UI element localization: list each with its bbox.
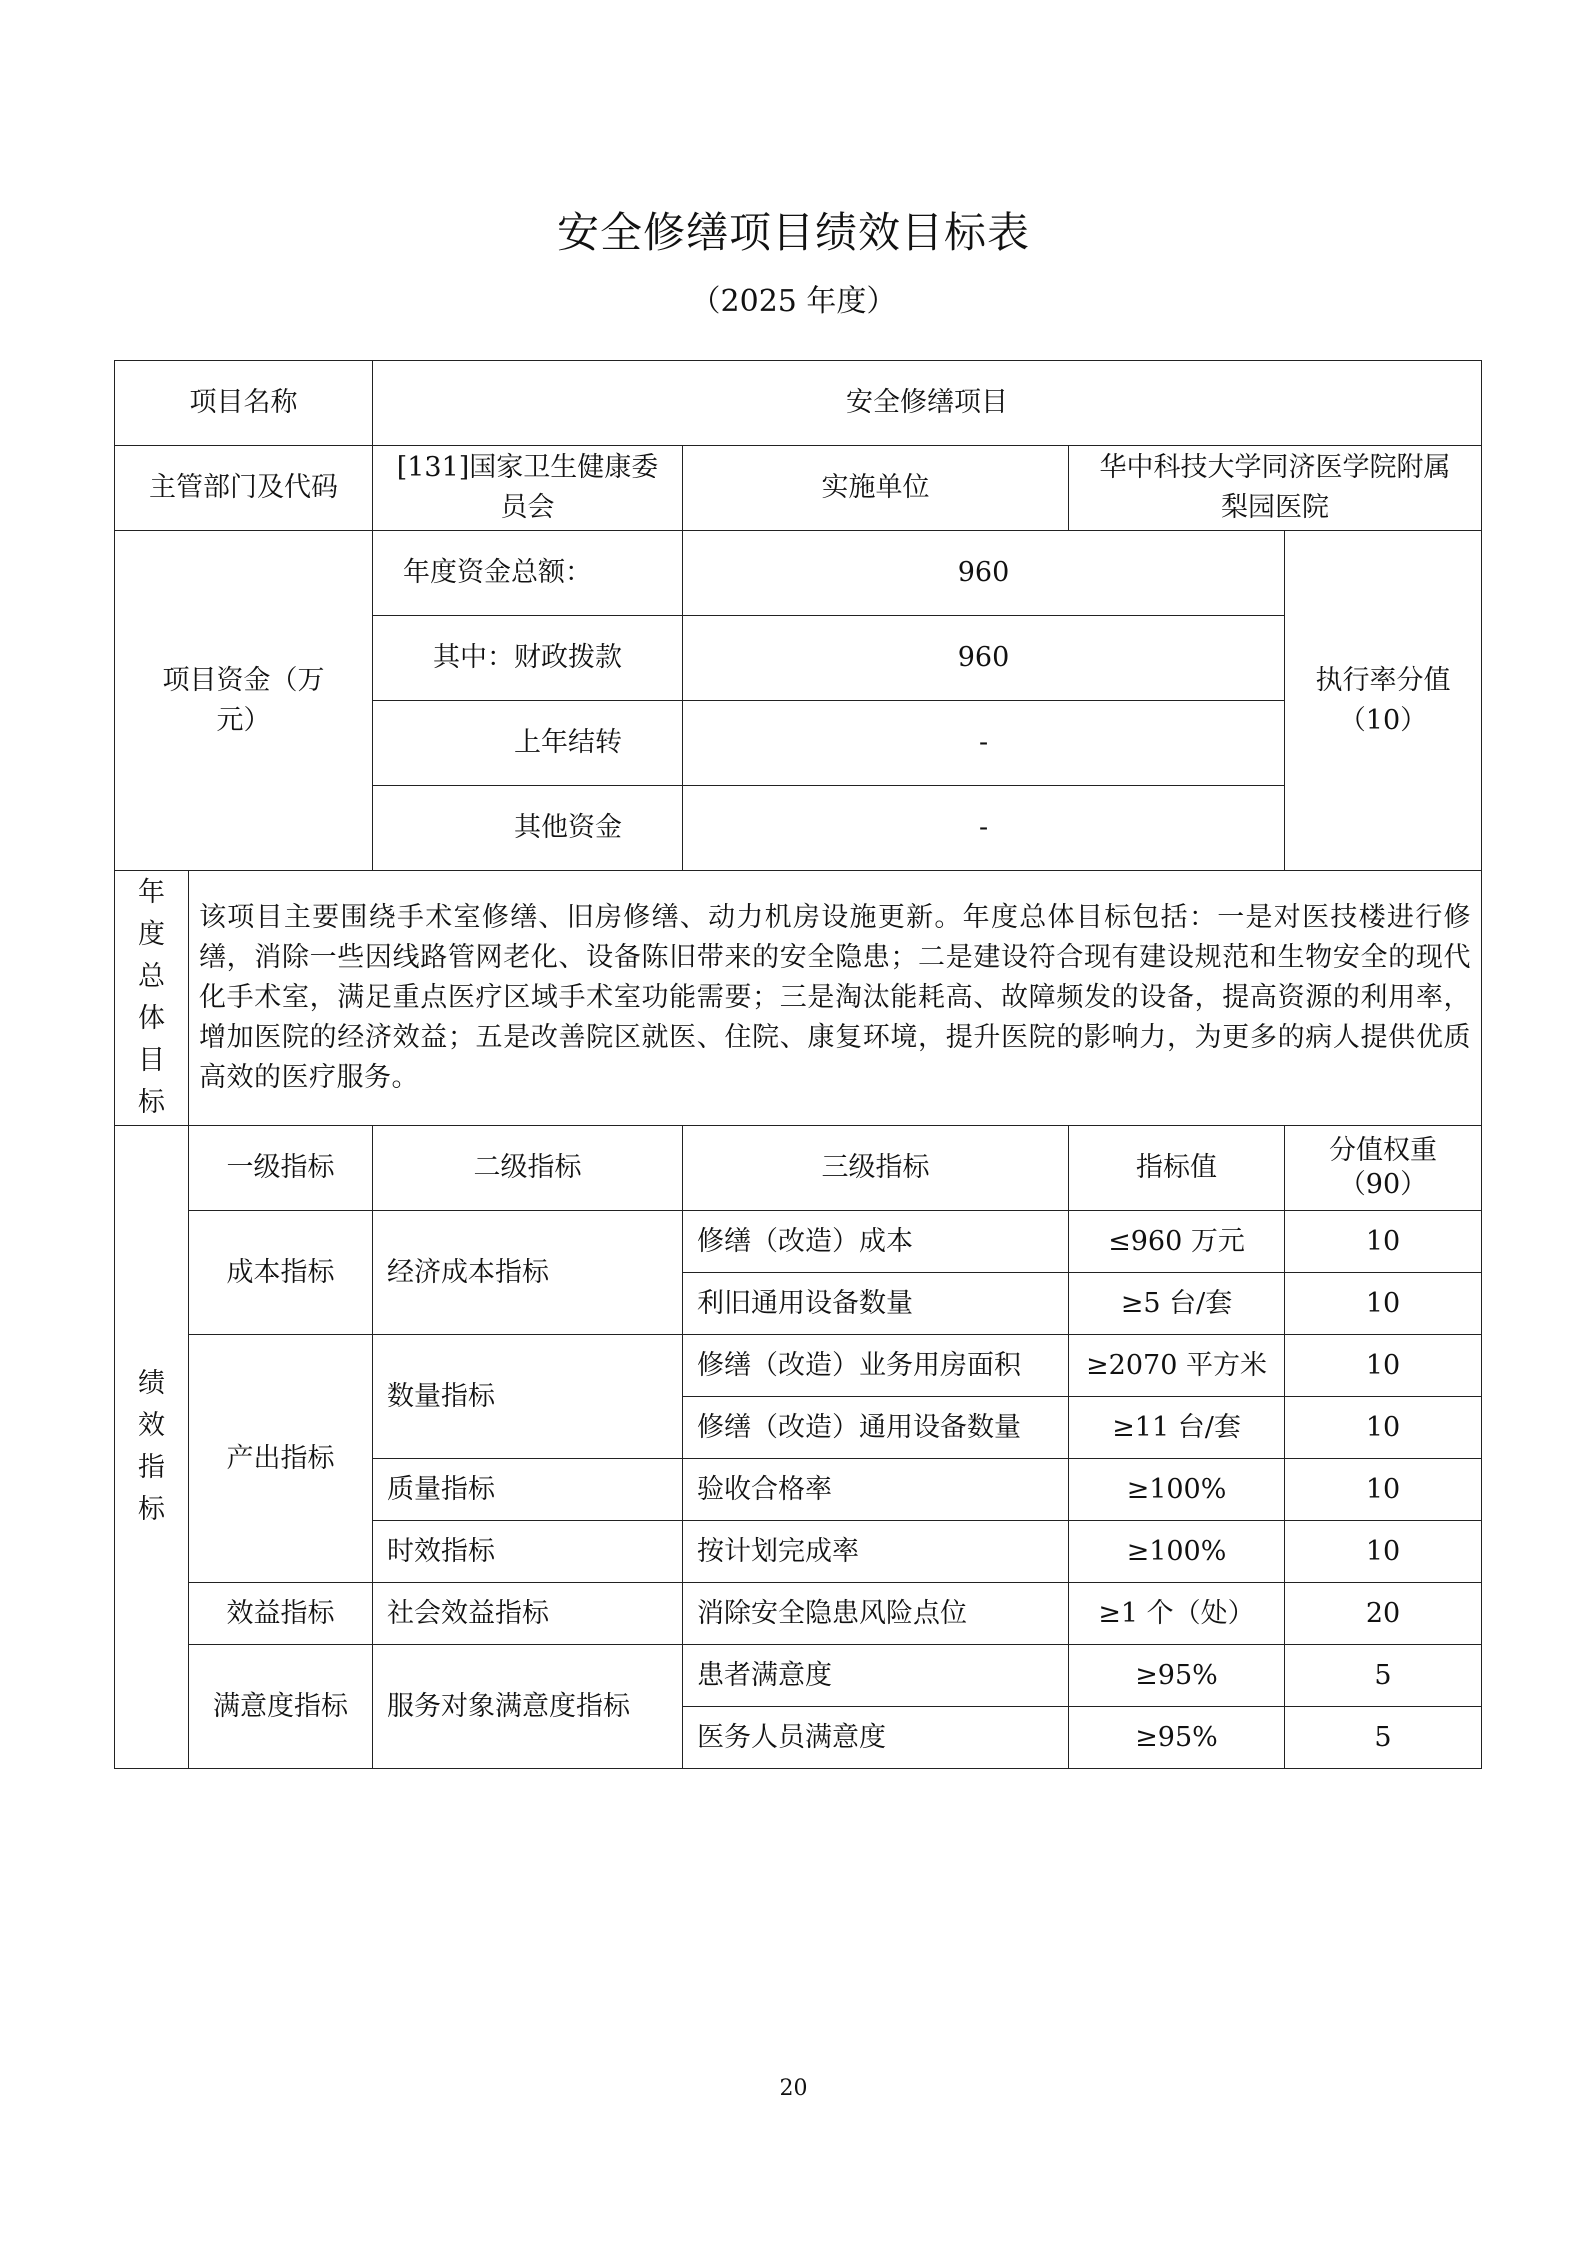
project-name-row [115,361,1482,446]
annual-goal-row [115,871,1482,1126]
header-weight: 分值权重（90） [1285,1126,1482,1211]
level3-item: 修缮（改造）成本 [683,1211,1069,1273]
funds-total-label: 年度资金总额： [373,531,683,616]
implementing-unit-label: 实施单位 [683,446,1069,531]
project-name-label: 项目名称 [115,361,373,446]
indicator-weight: 10 [1285,1211,1482,1273]
indicators-label: 绩效指标 [138,1368,165,1525]
page-subtitle: （2025 年度） [690,284,897,319]
indicator-header-row [115,1126,1482,1211]
header-level2: 二级指标 [373,1126,683,1211]
table-row [115,1335,1482,1397]
indicator-value: ≥1 个（处） [1069,1583,1285,1645]
indicator-weight: 10 [1285,1397,1482,1459]
header-level1: 一级指标 [189,1126,373,1211]
level3-item: 利旧通用设备数量 [683,1273,1069,1335]
table-row [115,1583,1482,1645]
indicator-value: ≥5 台/套 [1069,1273,1285,1335]
indicator-weight: 10 [1285,1273,1482,1335]
project-name-value: 安全修缮项目 [373,361,1482,446]
level3-item: 患者满意度 [683,1645,1069,1707]
annual-goal-label: 年度总体目标 [138,877,165,1118]
performance-goal-table [114,360,1482,1769]
page-number: 20 [779,2076,808,2101]
header-level3: 三级指标 [683,1126,1069,1211]
funds-total-value: 960 [683,531,1285,616]
funds-row [115,531,1482,616]
funds-carryover-label: 上年结转 [373,701,683,786]
level1-output: 产出指标 [189,1335,373,1583]
funds-carryover-value: - [683,701,1285,786]
page-title: 安全修缮项目绩效目标表 [556,208,1030,257]
level3-item: 医务人员满意度 [683,1707,1069,1769]
indicator-value: ≥100% [1069,1521,1285,1583]
indicator-value: ≥95% [1069,1707,1285,1769]
indicator-weight: 5 [1285,1707,1482,1769]
level3-item: 修缮（改造）通用设备数量 [683,1397,1069,1459]
department-value: [131]国家卫生健康委员会 [373,446,683,531]
level3-item: 消除安全隐患风险点位 [683,1583,1069,1645]
implementing-unit-value: 华中科技大学同济医学院附属梨园医院 [1069,446,1482,531]
level3-item: 修缮（改造）业务用房面积 [683,1335,1069,1397]
level1-benefit: 效益指标 [189,1583,373,1645]
level1-cost: 成本指标 [189,1211,373,1335]
funds-label: 项目资金（万元） [115,531,373,871]
funds-other-label: 其他资金 [373,786,683,871]
indicators-label-cell [115,1126,189,1769]
header-value: 指标值 [1069,1126,1285,1211]
indicator-weight: 10 [1285,1459,1482,1521]
indicator-value: ≥95% [1069,1645,1285,1707]
annual-goal-text: 该项目主要围绕手术室修缮、旧房修缮、动力机房设施更新。年度总体目标包括：一是对医技楼进行修缮，消除一些因线路管网老化、设备陈旧带来的安全隐患；二是建设符合现有建设规范和生物安全的现代化手术室，满足重点医疗区域手术室功能需要；三是淘汰能耗高、故障频发的设备，提高资源的利用率，增加医院的经济效益；五是改善院区就医、住院、康复环境，提升医院的影响力，为更多的病人提供优质高效的医疗服务。 [189,871,1482,1126]
funds-fiscal-value: 960 [683,616,1285,701]
level2-timeliness: 时效指标 [373,1521,683,1583]
funds-other-value: - [683,786,1285,871]
indicator-weight: 5 [1285,1645,1482,1707]
level3-item: 按计划完成率 [683,1521,1069,1583]
level1-satisfaction: 满意度指标 [189,1645,373,1769]
indicator-weight: 10 [1285,1521,1482,1583]
indicator-value: ≤960 万元 [1069,1211,1285,1273]
level2-economic-cost: 经济成本指标 [373,1211,683,1335]
indicator-value: ≥11 台/套 [1069,1397,1285,1459]
level3-item: 验收合格率 [683,1459,1069,1521]
execution-rate-label: 执行率分值（10） [1285,531,1482,871]
level2-service-satisfaction: 服务对象满意度指标 [373,1645,683,1769]
department-label: 主管部门及代码 [115,446,373,531]
indicator-weight: 10 [1285,1335,1482,1397]
table-row [115,1211,1482,1273]
indicator-value: ≥2070 平方米 [1069,1335,1285,1397]
funds-fiscal-label: 其中：财政拨款 [373,616,683,701]
table-row [115,1645,1482,1707]
department-row [115,446,1482,531]
level2-quantity: 数量指标 [373,1335,683,1459]
indicator-weight: 20 [1285,1583,1482,1645]
level2-quality: 质量指标 [373,1459,683,1521]
level2-social-benefit: 社会效益指标 [373,1583,683,1645]
indicator-value: ≥100% [1069,1459,1285,1521]
annual-goal-label-cell [115,871,189,1126]
